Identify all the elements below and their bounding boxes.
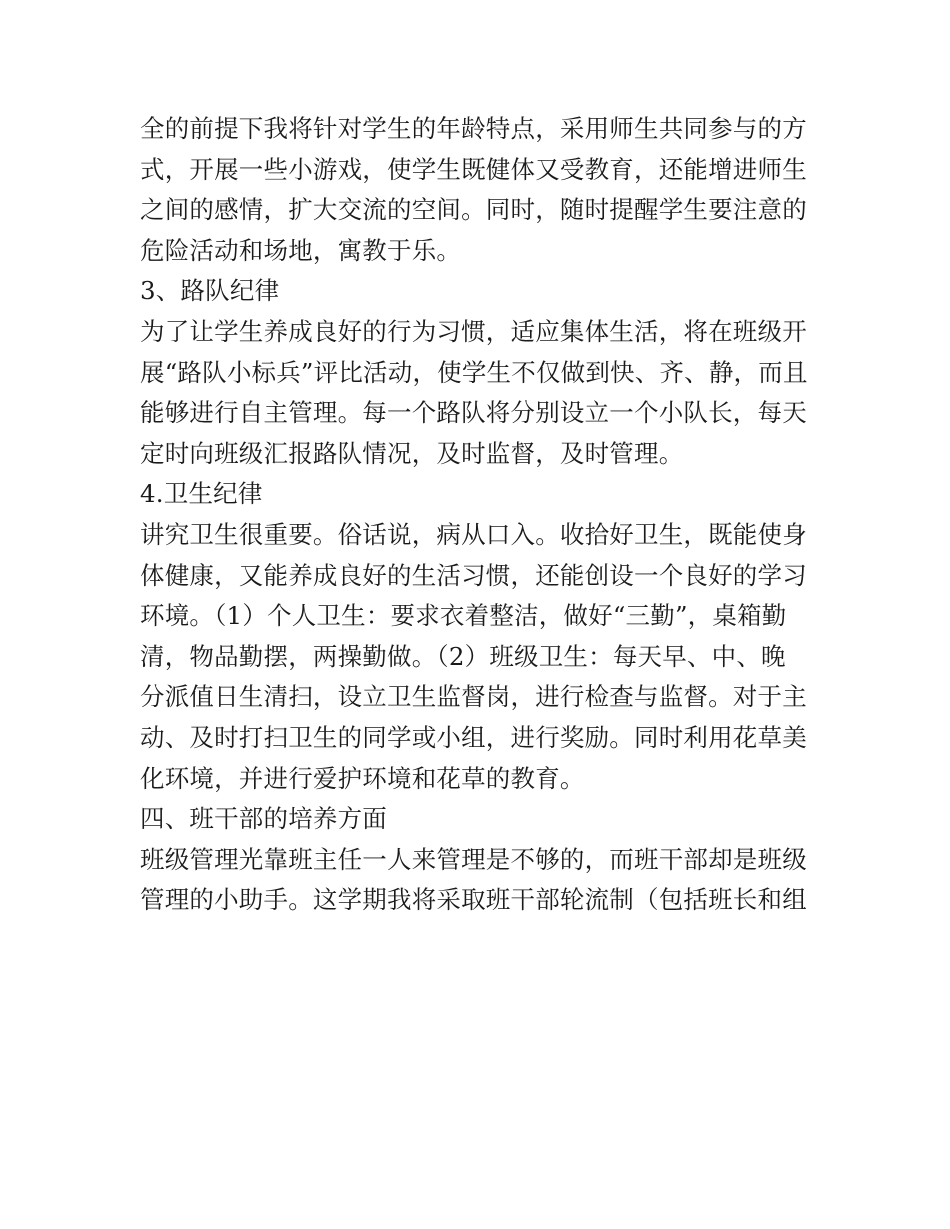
- section-heading: 4.卫生纪律: [140, 479, 263, 509]
- paragraph-line: 体健康，又能养成良好的生活习惯，还能创设一个良好的学习: [140, 560, 807, 590]
- paragraph-line: 式，开展一些小游戏，使学生既健体又受教育，还能增进师生: [140, 154, 807, 184]
- paragraph-line: 分派值日生清扫，设立卫生监督岗，进行检查与监督。对于主: [140, 682, 807, 712]
- paragraph-line: 之间的感情，扩大交流的空间。同时，随时提醒学生要注意的: [140, 195, 807, 225]
- paragraph-line: 能够进行自主管理。每一个路队将分别设立一个小队长，每天: [140, 398, 807, 428]
- paragraph-line: 动、及时打扫卫生的同学或小组，进行奖励。同时利用花草美: [140, 722, 807, 752]
- paragraph-line: 危险活动和场地，寓教于乐。: [140, 235, 462, 265]
- paragraph-line: 班级管理光靠班主任一人来管理是不够的，而班干部却是班级: [140, 844, 807, 874]
- paragraph-line: 定时向班级汇报路队情况，及时监督，及时管理。: [140, 438, 684, 468]
- paragraph-line: 管理的小助手。这学期我将采取班干部轮流制（包括班长和组: [140, 885, 807, 915]
- section-heading: 四、班干部的培养方面: [140, 804, 387, 834]
- paragraph-line: 为了让学生养成良好的行为习惯，适应集体生活，将在班级开: [140, 316, 807, 346]
- paragraph-line: 环境。（1）个人卫生：要求衣着整洁，做好“三勤”，桌箱勤: [140, 601, 787, 631]
- paragraph-line: 讲究卫生很重要。俗话说，病从口入。收拾好卫生，既能使身: [140, 519, 807, 549]
- document-body: [140, 109, 820, 921]
- paragraph-line: 展“路队小标兵”评比活动，使学生不仅做到快、齐、静，而且: [140, 357, 808, 387]
- paragraph-line: 清，物品勤摆，两操勤做。（2）班级卫生：每天早、中、晚: [140, 641, 786, 671]
- paragraph-line: 化环境，并进行爱护环境和花草的教育。: [140, 763, 585, 793]
- section-heading: 3、路队纪律: [140, 276, 280, 306]
- paragraph-line: 全的前提下我将针对学生的年龄特点，采用师生共同参与的方: [140, 114, 807, 143]
